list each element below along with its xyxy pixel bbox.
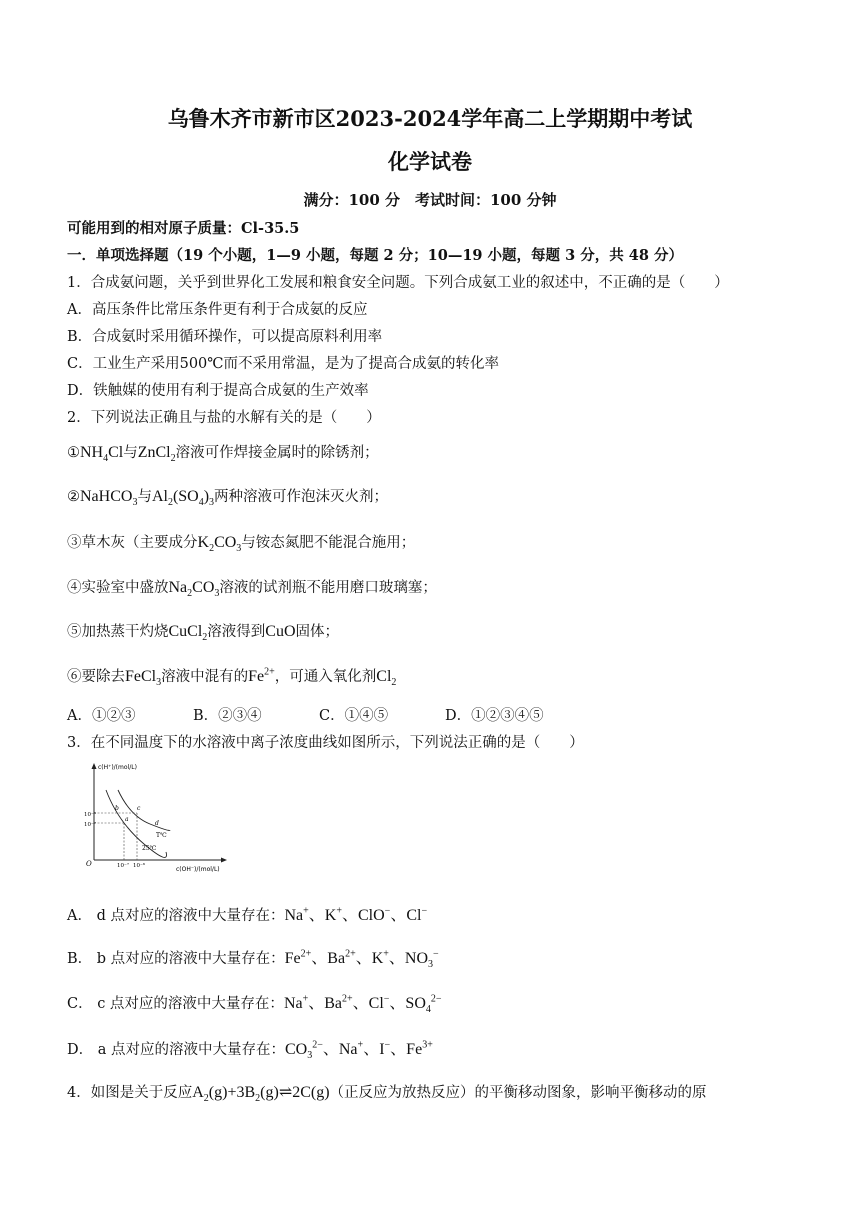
q2-option-c: C．①④⑤ xyxy=(319,708,389,724)
x-tick-1: 10⁻⁷ xyxy=(117,863,130,869)
origin-label: O xyxy=(86,860,92,868)
point-b: b xyxy=(115,805,119,812)
atomic-mass: 可能用到的相对原子质量：Cl-35.5 xyxy=(67,220,300,237)
y-axis-label: c(H⁺)/(mol/L) xyxy=(98,764,137,771)
q1-option-b: B．合成氨时采用循环操作，可以提高原料利用率 xyxy=(67,329,383,345)
q2-statement-3: ③草木灰（主要成分$K_2CO_3$与铵态氮肥不能混合施用； xyxy=(67,534,416,555)
q1-option-c: C．工业生产采用500℃而不采用常温，是为了提高合成氨的转化率 xyxy=(67,356,499,372)
q2-option-b: B．②③④ xyxy=(193,708,262,724)
q2-statement-5: ⑤加热蒸干灼烧CuCl$_2$溶液得到CuO固体； xyxy=(67,623,340,644)
q2-options xyxy=(67,704,544,725)
q2-statement-2: ②NaHCO$_3$与$Al_2(SO_4)_3$两种溶液可作泡沫灭火剂； xyxy=(67,488,389,509)
q2-statement-1: $①NH_4Cl$与ZnCl$_2$溶液可作焊接金属时的除锈剂； xyxy=(67,444,379,465)
q2-option-a: A．①②③ xyxy=(67,708,136,724)
q2-statement-6: ⑥要除去FeCl$_3$溶液中混有的$Fe^{2+}$，可通入氧化剂$Cl_2$ xyxy=(67,666,397,689)
y-tick-2: 10⁻⁷ xyxy=(84,822,97,828)
curve-label-t: T℃ xyxy=(156,832,167,839)
q4-stem: 4．如图是关于反应$A_2(g)+3B_2(g)\rightleftharpoons 2C(g)$（正反应为放热反应）的平衡移动图象，影响平衡移动的原 xyxy=(67,1084,707,1105)
point-c: c xyxy=(137,805,141,812)
q3-option-d: D． a 点对应的溶液中大量存在：$CO_3^{2-}$、Na+、I−、$Fe^{3+}$ xyxy=(67,1039,433,1062)
x-tick-2: 10⁻⁶ xyxy=(133,863,146,869)
q2-stem: 2．下列说法正确且与盐的水解有关的是（ ） xyxy=(67,410,381,426)
point-a: a xyxy=(125,816,129,823)
exam-title: 乌鲁木齐市新市区2023-2024学年高二上学期期中考试 xyxy=(167,106,693,131)
q2-statement-4: ④实验室中盛放$Na_2CO_3$溶液的试剂瓶不能用磨口玻璃塞； xyxy=(67,579,437,600)
score-time: 满分：100 分 考试时间：100 分钟 xyxy=(303,191,557,209)
section-heading: 一．单项选择题（19 个小题，1—9 小题，每题 2 分；10—19 小题，每题 3 分，共 48 分） xyxy=(67,247,683,264)
q1-stem: 1．合成氨问题，关乎到世界化工发展和粮食安全问题。下列合成氨工业的叙述中，不正确的是（ ） xyxy=(67,275,729,291)
curve-label-25: 25℃ xyxy=(142,845,157,852)
curve-t xyxy=(118,790,170,830)
point-d: d xyxy=(155,820,159,827)
q2-option-d: D．①②③④⑤ xyxy=(445,708,544,724)
q3-option-c: C． c 点对应的溶液中大量存在：Na+、$Ba^{2+}$、Cl−、$SO_4^{2-}$ xyxy=(67,993,442,1016)
x-axis-label: c(OH⁻)/(mol/L) xyxy=(176,866,220,873)
q3-figure xyxy=(84,760,234,875)
q3-option-b: B． b 点对应的溶液中大量存在：$Fe^{2+}$、$Ba^{2+}$、K+、$NO_3^-$ xyxy=(67,948,439,971)
q1-option-a: A．高压条件比常压条件更有利于合成氨的反应 xyxy=(67,302,368,318)
q1-option-d: D．铁触媒的使用有利于提高合成氨的生产效率 xyxy=(67,383,369,399)
q3-option-a: A． d 点对应的溶液中大量存在：Na+、K+、ClO−、Cl− xyxy=(67,905,428,924)
exam-subtitle: 化学试卷 xyxy=(388,149,472,174)
y-tick-1: 10⁻⁶ xyxy=(84,812,97,818)
q3-stem: 3．在不同温度下的水溶液中离子浓度曲线如图所示，下列说法正确的是（ ） xyxy=(67,735,584,751)
